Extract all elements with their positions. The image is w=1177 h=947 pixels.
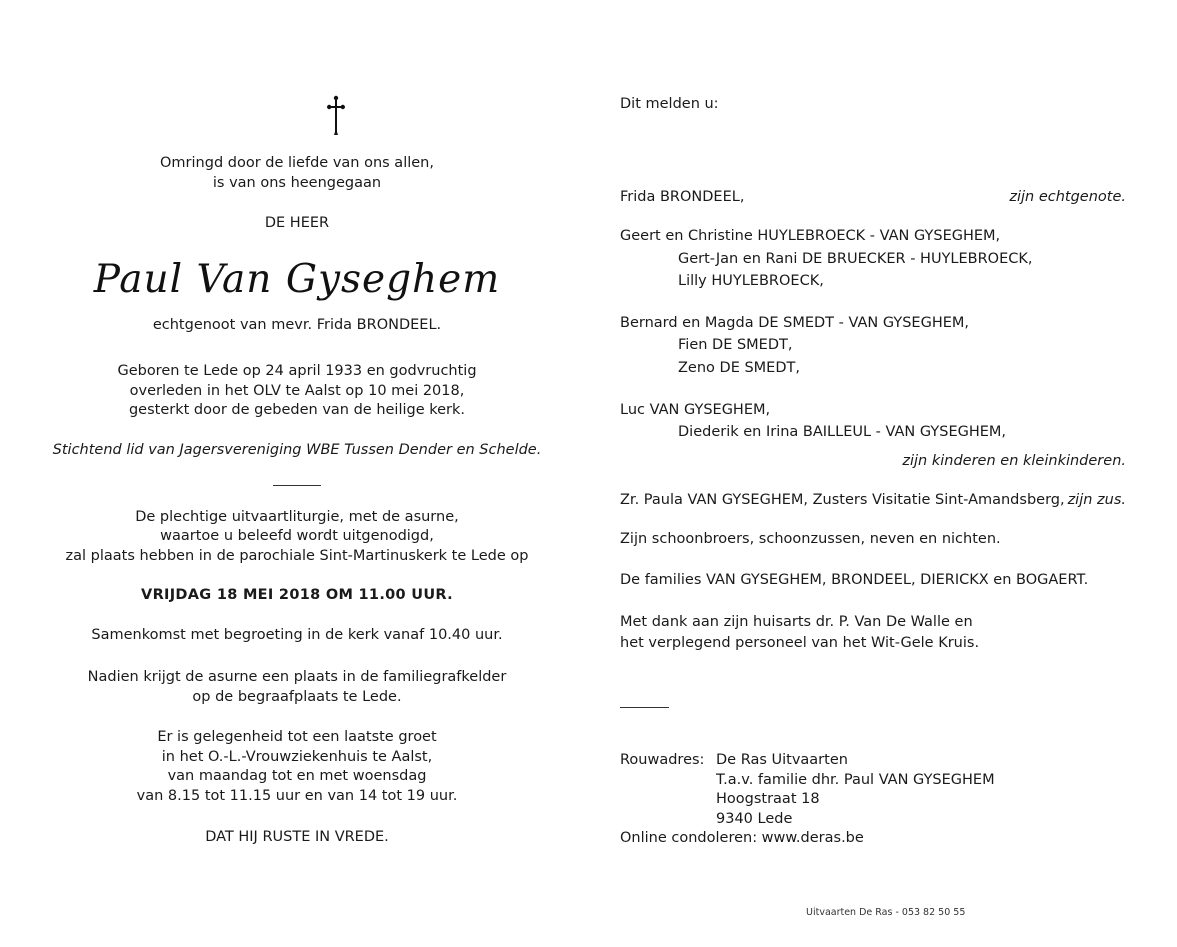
address-label: Rouwadres:	[620, 752, 705, 768]
family-1-line-1: Geert en Christine HUYLEBROECK - VAN GYSEGHEM,	[620, 228, 1001, 244]
sister-role: zijn zus.	[1067, 492, 1126, 508]
liturgy-line-3: zal plaats hebben in de parochiale Sint-Martinuskerk te Lede op	[65, 548, 529, 564]
thanks-line-2: het verplegend personeel van het Wit-Gele Kruis.	[620, 635, 980, 651]
family-1-line-2: Gert-Jan en Rani DE BRUECKER - HUYLEBROECK,	[678, 251, 1033, 267]
urn-line-1: Nadien krijgt de asurne een plaats in de familiegrafkelder	[87, 669, 507, 685]
spouse-line: echtgenoot van mevr. Frida BRONDEEL.	[152, 317, 442, 333]
visit-line-3: van maandag tot en met woensdag	[167, 768, 427, 784]
visit-line-1: Er is gelegenheid tot een laatste groet	[157, 729, 437, 745]
family-3-line-1: Luc VAN GYSEGHEM,	[620, 402, 771, 418]
ceremony-date: VRIJDAG 18 MEI 2018 OM 11.00 UUR.	[141, 587, 453, 603]
family-2-line-1: Bernard en Magda DE SMEDT - VAN GYSEGHEM,	[620, 315, 969, 331]
address-line-1: De Ras Uitvaarten	[716, 752, 848, 768]
wife-role: zijn echtgenote.	[1009, 189, 1126, 205]
born-line-1: Geboren te Lede op 24 april 1933 en godvruchtig	[117, 363, 477, 379]
liturgy-line-2: waartoe u beleefd wordt uitgenodigd,	[160, 528, 434, 544]
intro-line-1: Omringd door de liefde van ons allen,	[160, 155, 434, 171]
urn-line-2: op de begraafplaats te Lede.	[192, 689, 402, 705]
visit-line-4: van 8.15 tot 11.15 uur en van 14 tot 19 uur.	[136, 788, 458, 804]
born-line-2: overleden in het OLV te Aalst op 10 mei 2018,	[129, 383, 465, 399]
born-line-3: gesterkt door de gebeden van de heilige kerk.	[128, 402, 466, 418]
address-line-4: 9340 Lede	[716, 811, 793, 827]
family-2-line-2: Fien DE SMEDT,	[678, 337, 793, 353]
divider	[273, 485, 321, 486]
family-2-line-3: Zeno DE SMEDT,	[678, 360, 800, 376]
family-1-line-3: Lilly HUYLEBROECK,	[678, 273, 824, 289]
online-condolence: Online condoleren: www.deras.be	[620, 830, 864, 846]
address-line-3: Hoogstraat 18	[716, 791, 820, 807]
divider	[620, 707, 669, 708]
cross-icon	[327, 95, 345, 137]
wife-name: Frida BRONDEEL,	[620, 189, 745, 205]
visit-line-2: in het O.-L.-Vrouwziekenhuis te Aalst,	[161, 749, 433, 765]
families-line: De families VAN GYSEGHEM, BRONDEEL, DIERICKX en BOGAERT.	[620, 572, 1089, 588]
liturgy-line-1: De plechtige uitvaartliturgie, met de asurne,	[135, 509, 459, 525]
opening-line: Dit melden u:	[620, 96, 719, 112]
sister-line: Zr. Paula VAN GYSEGHEM, Zusters Visitatie Sint-Amandsberg,	[620, 492, 1065, 508]
address-line-2: T.a.v. familie dhr. Paul VAN GYSEGHEM	[716, 772, 995, 788]
family-3-line-2: Diederik en Irina BAILLEUL - VAN GYSEGHEM,	[678, 424, 1007, 440]
honorific: DE HEER	[264, 215, 330, 231]
footer-credit: Uitvaarten De Ras - 053 82 50 55	[806, 907, 966, 918]
thanks-line-1: Met dank aan zijn huisarts dr. P. Van De Walle en	[620, 614, 973, 630]
closing-line: DAT HIJ RUSTE IN VREDE.	[205, 829, 389, 845]
inlaws-line: Zijn schoonbroers, schoonzussen, neven en nichten.	[620, 531, 1001, 547]
founder-line: Stichtend lid van Jagersvereniging WBE Tussen Dender en Schelde.	[52, 442, 542, 458]
deceased-name: Paul Van Gyseghem	[93, 257, 501, 302]
children-role: zijn kinderen en kleinkinderen.	[902, 453, 1126, 469]
gathering-line: Samenkomst met begroeting in de kerk vanaf 10.40 uur.	[91, 627, 503, 643]
intro-line-2: is van ons heengegaan	[212, 175, 382, 191]
